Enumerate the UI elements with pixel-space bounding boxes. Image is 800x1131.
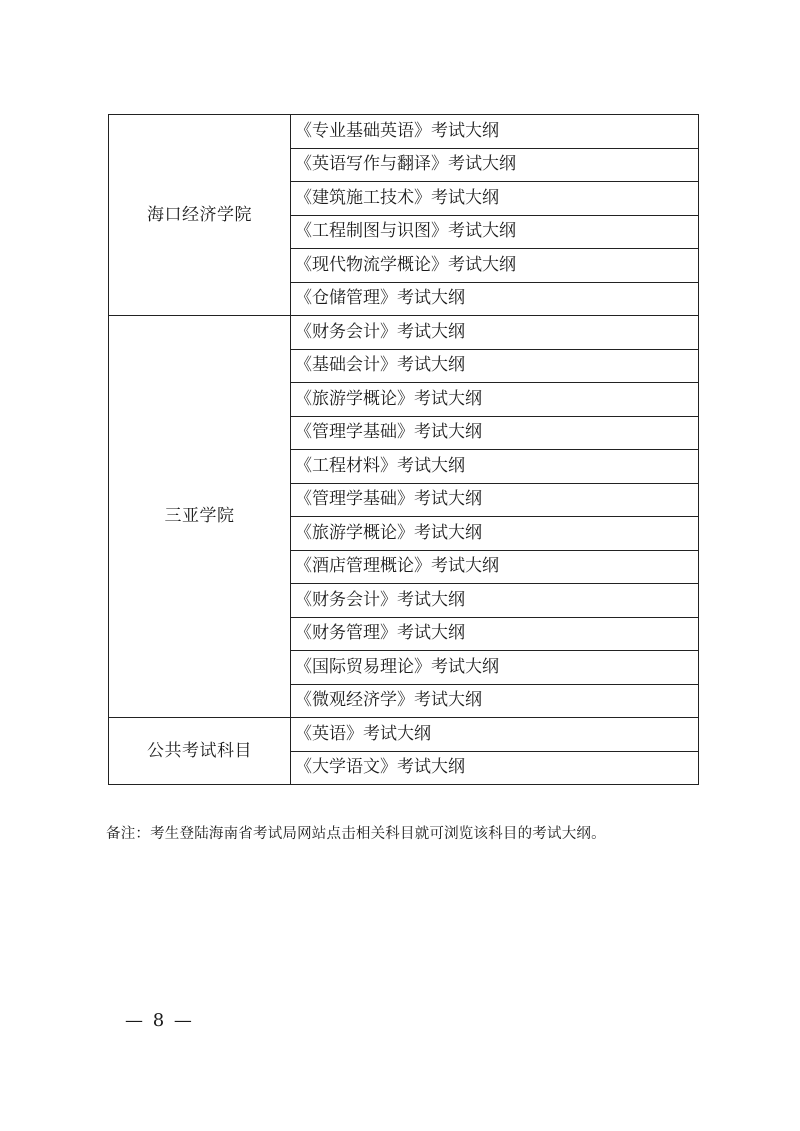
course-cell: 《酒店管理概论》考试大纲	[291, 550, 699, 584]
course-cell: 《旅游学概论》考试大纲	[291, 383, 699, 417]
course-cell: 《大学语文》考试大纲	[291, 751, 699, 785]
syllabus-table	[108, 114, 699, 785]
course-cell: 《现代物流学概论》考试大纲	[291, 249, 699, 283]
footnote: 备注：考生登陆海南省考试局网站点击相关科目就可浏览该科目的考试大纲。	[106, 826, 606, 842]
syllabus-table-body	[109, 115, 699, 785]
college-cell: 海口经济学院	[109, 115, 291, 316]
course-cell: 《财务会计》考试大纲	[291, 316, 699, 350]
course-cell: 《英语写作与翻译》考试大纲	[291, 148, 699, 182]
college-cell: 三亚学院	[109, 316, 291, 718]
course-cell: 《工程材料》考试大纲	[291, 450, 699, 484]
course-cell: 《微观经济学》考试大纲	[291, 684, 699, 718]
course-cell: 《旅游学概论》考试大纲	[291, 517, 699, 551]
course-cell: 《财务管理》考试大纲	[291, 617, 699, 651]
course-cell: 《专业基础英语》考试大纲	[291, 115, 699, 149]
course-cell: 《国际贸易理论》考试大纲	[291, 651, 699, 685]
course-cell: 《财务会计》考试大纲	[291, 584, 699, 618]
page-number: — 8 —	[125, 1010, 194, 1031]
course-cell: 《仓储管理》考试大纲	[291, 282, 699, 316]
course-cell: 《建筑施工技术》考试大纲	[291, 182, 699, 216]
course-cell: 《管理学基础》考试大纲	[291, 483, 699, 517]
college-cell: 公共考试科目	[109, 718, 291, 785]
table-row	[109, 316, 699, 350]
course-cell: 《英语》考试大纲	[291, 718, 699, 752]
course-cell: 《工程制图与识图》考试大纲	[291, 215, 699, 249]
course-cell: 《基础会计》考试大纲	[291, 349, 699, 383]
table-row	[109, 718, 699, 752]
table-row	[109, 115, 699, 149]
course-cell: 《管理学基础》考试大纲	[291, 416, 699, 450]
